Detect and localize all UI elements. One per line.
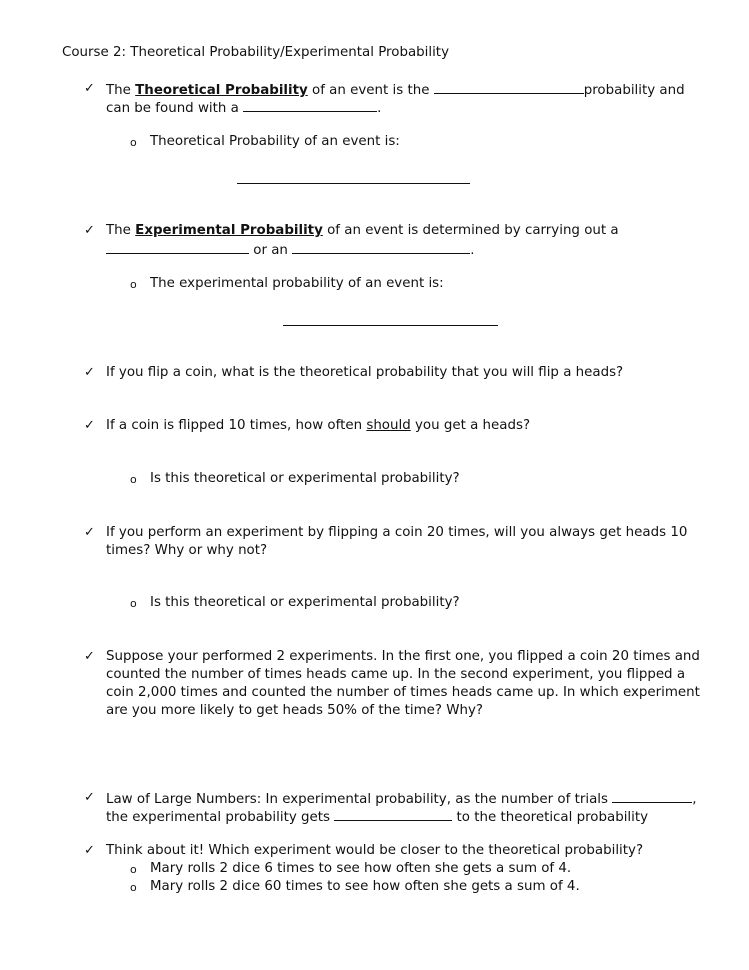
answer-blank[interactable] [106, 240, 249, 254]
q6-line1: Suppose your performed 2 experiments. In the first one, you flipped a coin 20 times and [106, 649, 700, 664]
q2-sub: The experimental probability of an event is: [150, 276, 444, 291]
check-icon: ✓ [84, 843, 95, 858]
answer-line[interactable] [237, 183, 470, 184]
q8-sub1: Mary rolls 2 dice 6 times to see how often she gets a sum of 4. [150, 861, 572, 876]
q5-line2: times? Why or why not? [106, 543, 268, 558]
q7-line2-post: to the theoretical probability [456, 810, 649, 825]
q7-line1-text: Law of Large Numbers: In experimental probability, as the number of trials [106, 792, 608, 807]
q2-term: Experimental Probability [135, 223, 323, 238]
q2-line1 [106, 222, 619, 240]
q4-post: you get a heads? [414, 418, 531, 433]
q4-pre: If a coin is flipped 10 times, how often [106, 418, 363, 433]
check-icon: ✓ [84, 365, 95, 380]
q7-line1-post: , [692, 792, 697, 807]
q6-line3: coin 2,000 times and counted the number of times heads came up. In which experiment [106, 685, 700, 700]
answer-blank[interactable] [334, 807, 452, 821]
check-icon: ✓ [84, 649, 95, 664]
bullet-icon: o [130, 278, 137, 291]
q4-emph: should [366, 418, 411, 433]
q4-sub: Is this theoretical or experimental probability? [150, 471, 460, 486]
q2-mid: of an event is determined by carrying out a [327, 223, 619, 238]
answer-blank[interactable] [292, 240, 470, 254]
q1-line2 [106, 98, 381, 118]
q6-line4: are you more likely to get heads 50% of the time? Why? [106, 703, 483, 718]
check-icon: ✓ [84, 223, 95, 238]
q3-text: If you flip a coin, what is the theoretical probability that you will flip a heads? [106, 365, 624, 380]
q4-line [106, 417, 530, 435]
q2-line2-post: . [470, 243, 475, 258]
answer-blank[interactable] [612, 789, 692, 803]
q7-line2-pre: the experimental probability gets [106, 810, 330, 825]
q1-sub: Theoretical Probability of an event is: [150, 134, 400, 149]
q1-pre: The [106, 83, 131, 98]
bullet-icon: o [130, 136, 137, 149]
answer-blank[interactable] [243, 98, 377, 112]
q1-line1 [106, 80, 685, 100]
q2-or: or an [253, 243, 288, 258]
q2-line2 [106, 240, 474, 260]
answer-blank[interactable] [434, 80, 584, 94]
q8-sub2: Mary rolls 2 dice 60 times to see how often she gets a sum of 4. [150, 879, 580, 894]
check-icon: ✓ [84, 790, 95, 805]
check-icon: ✓ [84, 81, 95, 96]
q2-pre: The [106, 223, 131, 238]
q1-post: probability and [583, 83, 685, 98]
answer-line[interactable] [283, 325, 498, 326]
q1-line2-pre: can be found with a [106, 101, 239, 116]
q7-line1 [106, 789, 697, 809]
q1-term: Theoretical Probability [135, 83, 308, 98]
q7-line2 [106, 807, 648, 827]
check-icon: ✓ [84, 418, 95, 433]
bullet-icon: o [130, 881, 137, 894]
q5-line1: If you perform an experiment by flipping a coin 20 times, will you always get heads 10 [106, 525, 688, 540]
bullet-icon: o [130, 597, 137, 610]
q5-sub: Is this theoretical or experimental probability? [150, 595, 460, 610]
check-icon: ✓ [84, 525, 95, 540]
bullet-icon: o [130, 863, 137, 876]
bullet-icon: o [130, 473, 137, 486]
q1-line2-post: . [377, 101, 382, 116]
q8-line1: Think about it! Which experiment would be closer to the theoretical probability? [106, 843, 644, 858]
q1-mid: of an event is the [312, 83, 430, 98]
page-title: Course 2: Theoretical Probability/Experimental Probability [62, 45, 449, 60]
q6-line2: counted the number of times heads came up. In the second experiment, you flipped a [106, 667, 686, 682]
